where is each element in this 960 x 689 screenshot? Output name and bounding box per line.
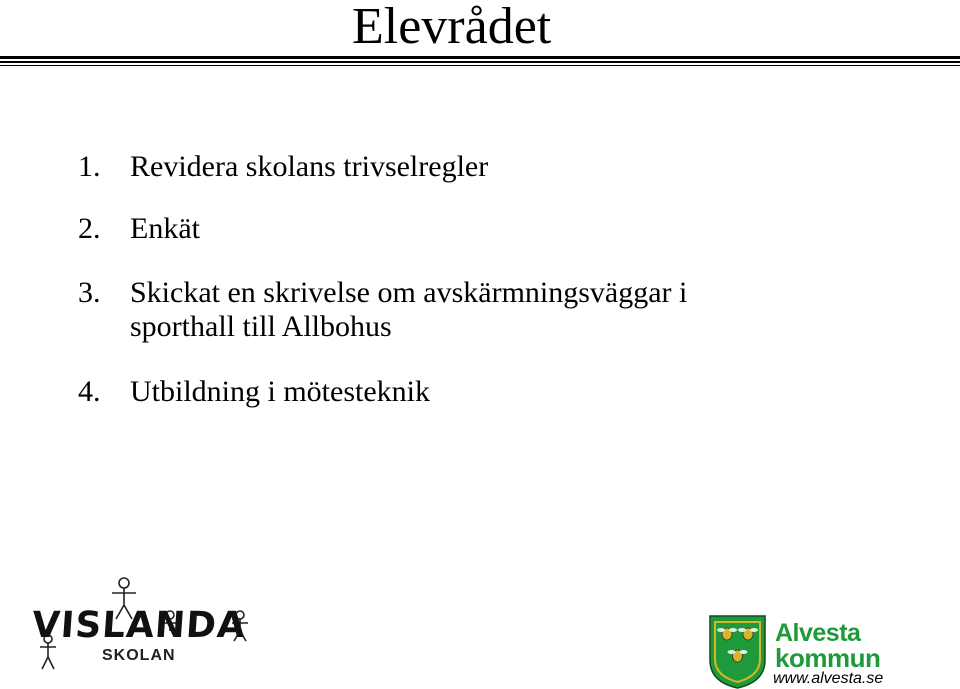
list-item-text: Revidera skolans trivselregler bbox=[130, 150, 489, 183]
list-item-number: 3. bbox=[78, 276, 101, 309]
title-rule-medium bbox=[0, 61, 960, 63]
list-item-number: 4. bbox=[78, 375, 101, 408]
school-wordmark: VISLANDA bbox=[30, 605, 248, 646]
list-item-text: Enkät bbox=[130, 212, 200, 245]
municipality-name-line1: Alvesta bbox=[775, 619, 861, 647]
slide-title: Elevrådet bbox=[352, 0, 552, 55]
list-item-text: Utbildning i mötesteknik bbox=[130, 375, 430, 408]
school-subtitle: SKOLAN bbox=[102, 647, 176, 664]
title-rule-thick bbox=[0, 56, 960, 59]
list-item-number: 2. bbox=[78, 212, 101, 245]
list-item-text-continued: sporthall till Allbohus bbox=[130, 310, 392, 343]
title-rule-thin bbox=[0, 65, 960, 66]
list-item-number: 1. bbox=[78, 150, 101, 183]
municipality-url[interactable]: www.alvesta.se bbox=[773, 670, 884, 687]
municipality-name-line2: kommun bbox=[775, 643, 881, 673]
list-item-text: Skickat en skrivelse om avskärmningsväggar i bbox=[130, 276, 688, 309]
